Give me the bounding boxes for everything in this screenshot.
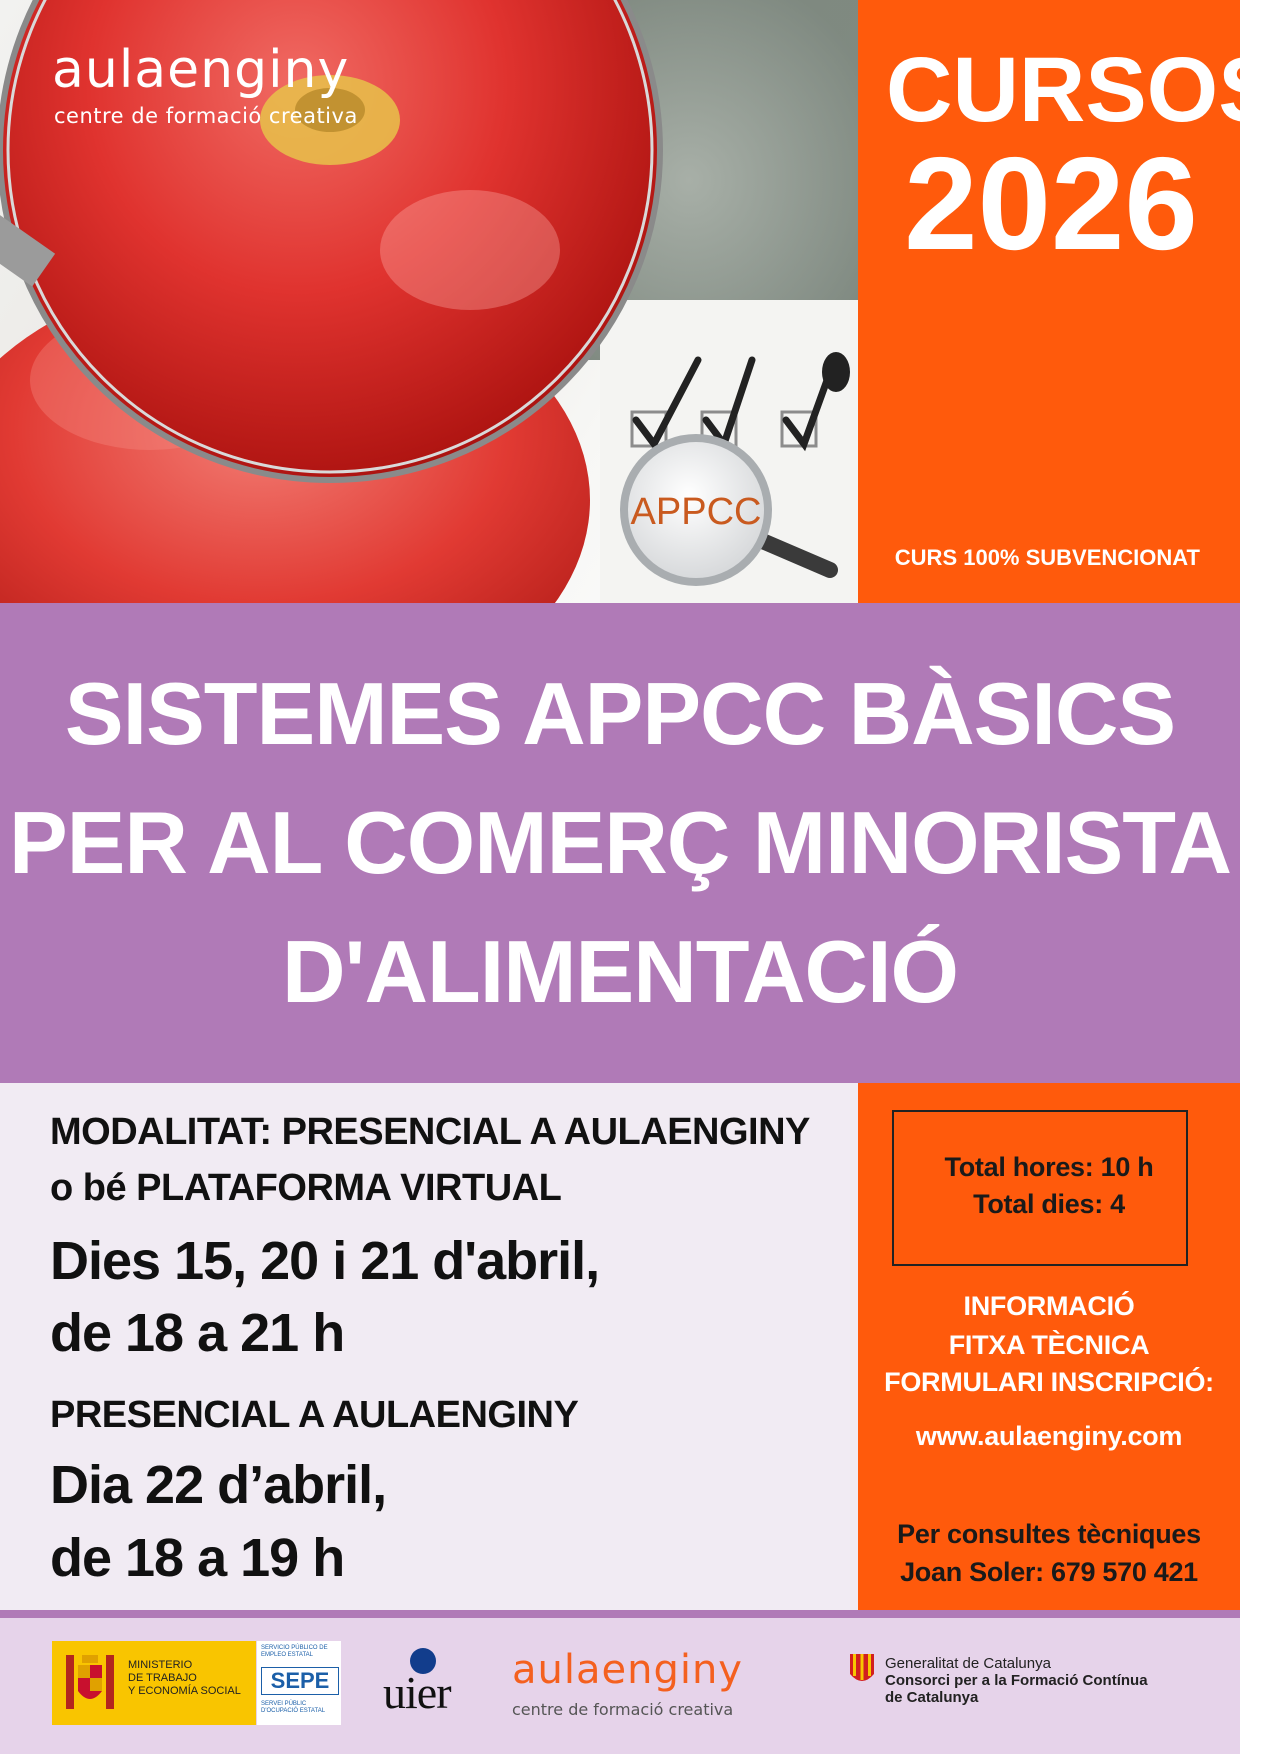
total-hours: Total hores: 10 h xyxy=(944,1152,1154,1182)
course-title-line-2: PER AL COMERÇ MINORISTA xyxy=(8,793,1232,892)
ministry-line-2: DE TRABAJO xyxy=(128,1672,197,1684)
dates2-line-2: de 18 a 19 h xyxy=(50,1528,345,1588)
promo-label: CURSOS xyxy=(886,39,1280,141)
modality-line-2: o bé PLATAFORMA VIRTUAL xyxy=(50,1167,562,1209)
sepe-top-text: SERVICIO PÚBLICO DE EMPLEO ESTATAL xyxy=(261,1645,328,1658)
ministry-logo xyxy=(52,1641,256,1725)
generalitat-line-2: Consorci per a la Formació Contínua xyxy=(885,1672,1148,1689)
dates2-line-1: Dia 22 d’abril, xyxy=(50,1455,387,1515)
promo-year: 2026 xyxy=(904,130,1198,277)
info-link-line-1: INFORMACIÓ xyxy=(963,1291,1135,1321)
footer-divider xyxy=(0,1610,1240,1618)
sepe-name: SEPE xyxy=(261,1667,339,1695)
contact-line-2: Joan Soler: 679 570 421 xyxy=(900,1557,1198,1587)
website-link[interactable]: www.aulaenginy.com xyxy=(915,1421,1183,1451)
modality-line-1: MODALITAT: PRESENCIAL A AULAENGINY xyxy=(50,1111,810,1153)
info-link-line-2: FITXA TÈCNICA xyxy=(948,1330,1150,1360)
generalitat-line-3: de Catalunya xyxy=(885,1689,979,1706)
aulaenginy-tagline: centre de formació creativa xyxy=(54,104,358,128)
aulaenginy-footer-logo: aulaenginy xyxy=(512,1647,743,1693)
dates-line-2: de 18 a 21 h xyxy=(50,1303,345,1363)
spain-coat-of-arms-icon xyxy=(60,1651,120,1715)
sepe-logo xyxy=(257,1641,341,1725)
contact-line-1: Per consultes tècniques xyxy=(897,1519,1201,1549)
course-title-line-1: SISTEMES APPCC BÀSICS xyxy=(64,664,1176,763)
modality-2: PRESENCIAL A AULAENGINY xyxy=(50,1394,579,1436)
uier-logo: uier xyxy=(383,1667,451,1718)
aulaenginy-logo: aulaenginy xyxy=(52,40,350,100)
info-link-line-3: FORMULARI INSCRIPCIÓ: xyxy=(884,1367,1214,1397)
aulaenginy-footer-tagline: centre de formació creativa xyxy=(512,1700,734,1719)
course-title-line-3: D'ALIMENTACIÓ xyxy=(281,922,958,1021)
appcc-badge-text: APPCC xyxy=(630,491,762,533)
subsidy-label: CURS 100% SUBVENCIONAT xyxy=(894,545,1200,570)
dates-line-1: Dies 15, 20 i 21 d'abril, xyxy=(50,1231,600,1291)
ministry-line-3: Y ECONOMÍA SOCIAL xyxy=(128,1685,241,1697)
ministry-line-1: MINISTERIO xyxy=(128,1659,193,1671)
sepe-bottom-text: SERVEI PÚBLIC D'OCUPACIÓ ESTATAL xyxy=(261,1701,326,1714)
generalitat-emblem-icon xyxy=(850,1654,874,1686)
generalitat-line-1: Generalitat de Catalunya xyxy=(885,1655,1051,1672)
total-days: Total dies: 4 xyxy=(973,1189,1125,1219)
